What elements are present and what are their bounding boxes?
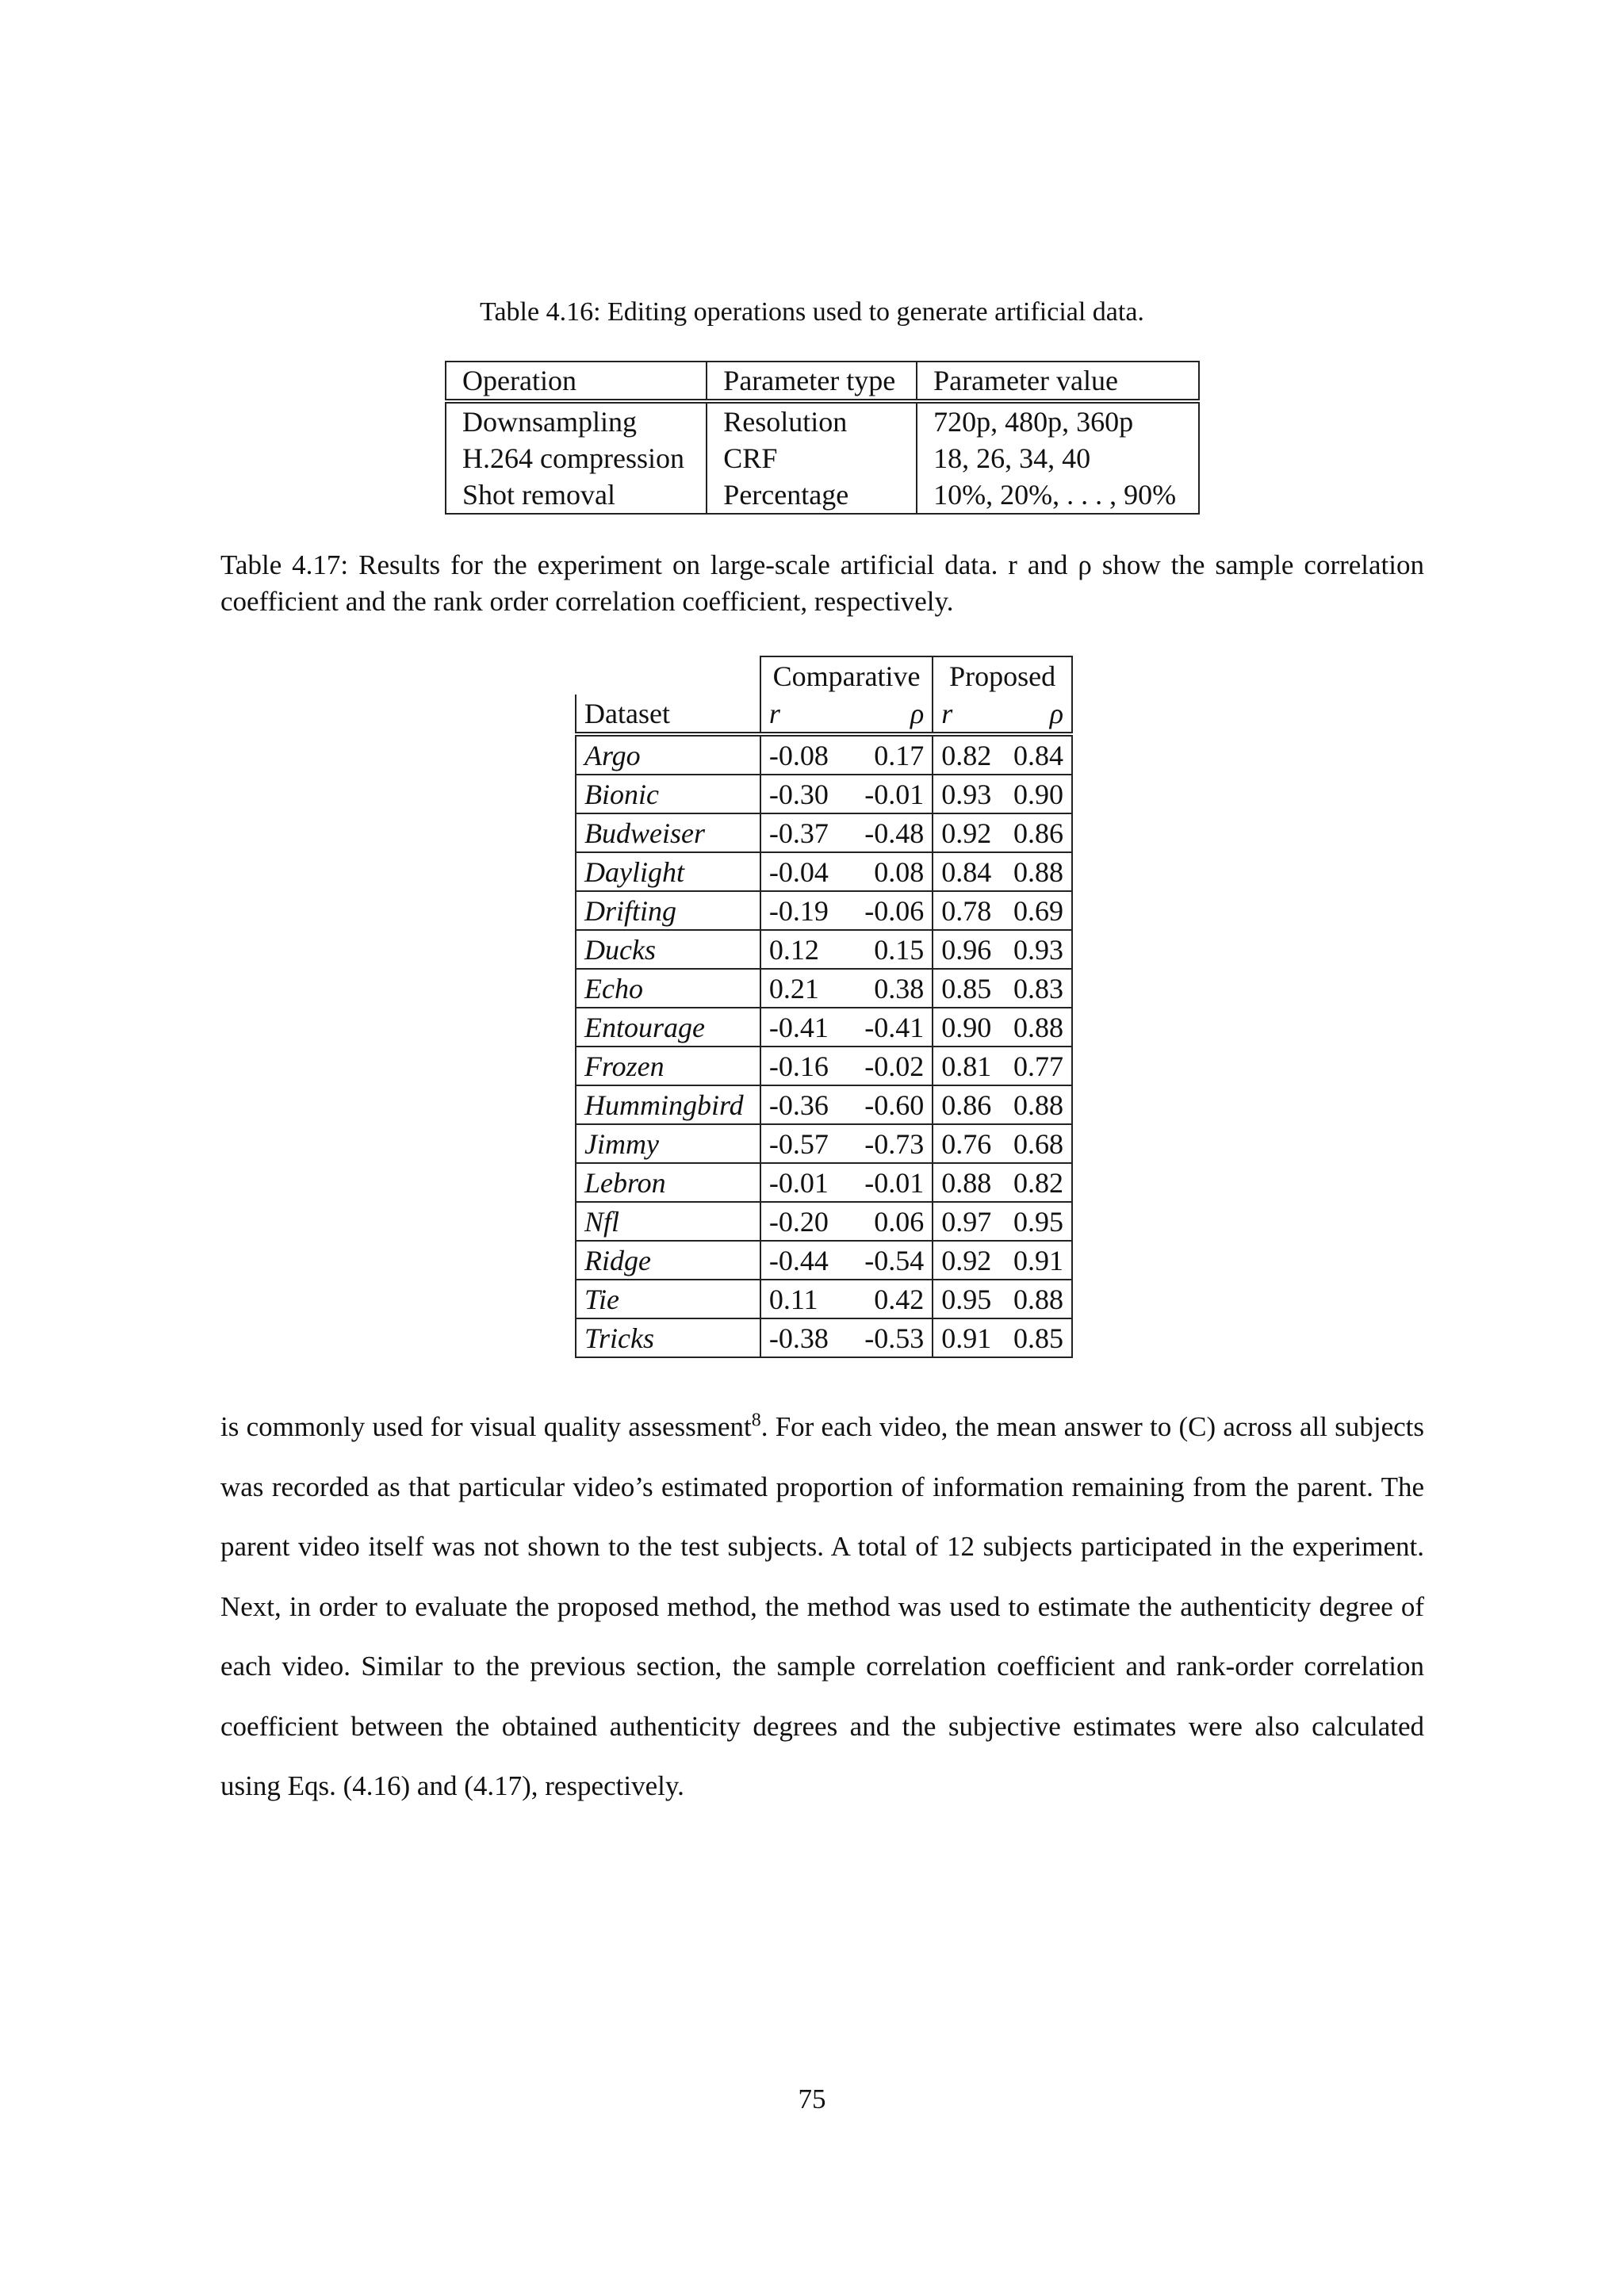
table-header-row [446, 362, 1199, 401]
table-row [576, 775, 1072, 813]
dataset-cell: Daylight [576, 852, 760, 891]
proposed-r-cell: 0.90 [933, 1008, 1002, 1047]
proposed-rho-cell: 0.88 [1002, 1008, 1072, 1047]
table-417-body [576, 734, 1072, 1357]
comparative-rho-cell: 0.06 [847, 1202, 933, 1241]
comparative-r-cell: -0.41 [760, 1008, 847, 1047]
table-row [576, 930, 1072, 969]
proposed-r-cell: 0.96 [933, 930, 1002, 969]
dataset-cell: Drifting [576, 891, 760, 930]
table-row [576, 891, 1072, 930]
comparative-r-cell: 0.21 [760, 969, 847, 1008]
proposed-r-cell: 0.93 [933, 775, 1002, 813]
footnote-mark: 8 [751, 1410, 761, 1431]
header-spacer [576, 656, 760, 695]
proposed-r-cell: 0.92 [933, 1241, 1002, 1280]
proposed-rho-cell: 0.69 [1002, 891, 1072, 930]
table-row [576, 1280, 1072, 1318]
dataset-header: Dataset [576, 695, 760, 734]
table-row [576, 969, 1072, 1008]
table-cell: CRF [707, 440, 917, 476]
table-row [446, 440, 1199, 476]
proposed-rho-cell: 0.68 [1002, 1124, 1072, 1163]
proposed-r-cell: 0.88 [933, 1163, 1002, 1202]
header-cell: Parameter type [707, 362, 917, 401]
table-417-caption: Table 4.17: Results for the experiment on large-scale artificial data. r and ρ show the sample correlation coefficient and the rank order correlation coefficient, respectively. [220, 549, 1424, 617]
proposed-r-cell: 0.76 [933, 1124, 1002, 1163]
proposed-r-cell: 0.91 [933, 1318, 1002, 1357]
dataset-cell: Ducks [576, 930, 760, 969]
table-row [576, 1163, 1072, 1202]
header-cell: Operation [446, 362, 707, 401]
comparative-r-cell: -0.38 [760, 1318, 847, 1357]
dataset-cell: Bionic [576, 775, 760, 813]
table-subheader-row [576, 695, 1072, 734]
table-row [576, 1047, 1072, 1085]
proposed-rho-cell: 0.95 [1002, 1202, 1072, 1241]
text-span: . For each video, the mean answer to (C) across all subjects was recorded as that particular video’s estimated proportion of information remaining from the parent. The parent video itself was not shown to the test subjects. A total of 12 subjects participated in the experiment. Next, in order to evaluate the proposed method, the method was used to estimate the authenticity degree of each video. Similar to the previous section, the sample correlation coefficient and rank-order correlation coefficient between the obtained authenticity degrees and the subjective estimates were also calculated using Eqs. (4.16) and (4.17), respectively. [220, 1411, 1424, 1801]
table-row [576, 1241, 1072, 1280]
comparative-rho-cell: -0.60 [847, 1085, 933, 1124]
text-span: is commonly used for visual quality assessment [220, 1411, 752, 1442]
proposed-rho-cell: 0.84 [1002, 734, 1072, 775]
dataset-cell: Nfl [576, 1202, 760, 1241]
comparative-r-cell: -0.20 [760, 1202, 847, 1241]
proposed-r-cell: 0.95 [933, 1280, 1002, 1318]
dataset-cell: Tricks [576, 1318, 760, 1357]
table-cell: 720p, 480p, 360p [917, 401, 1199, 440]
table-row [446, 401, 1199, 440]
proposed-rho-cell: 0.88 [1002, 1280, 1072, 1318]
subheader-r: r [933, 695, 1002, 734]
comparative-r-cell: -0.36 [760, 1085, 847, 1124]
table-row [446, 476, 1199, 514]
comparative-r-cell: -0.01 [760, 1163, 847, 1202]
comparative-rho-cell: -0.01 [847, 775, 933, 813]
proposed-r-cell: 0.86 [933, 1085, 1002, 1124]
comparative-r-cell: -0.04 [760, 852, 847, 891]
comparative-rho-cell: -0.02 [847, 1047, 933, 1085]
page-number: 75 [798, 2084, 826, 2114]
comparative-r-cell: -0.16 [760, 1047, 847, 1085]
table-cell: Resolution [707, 401, 917, 440]
comparative-rho-cell: 0.42 [847, 1280, 933, 1318]
table-row [576, 1124, 1072, 1163]
body-paragraph [220, 1397, 1424, 1816]
subheader-r: r [760, 695, 847, 734]
proposed-r-cell: 0.84 [933, 852, 1002, 891]
table-row [576, 734, 1072, 775]
table-row [576, 1202, 1072, 1241]
proposed-rho-cell: 0.93 [1002, 930, 1072, 969]
table-row [576, 1318, 1072, 1357]
table-cell: Shot removal [446, 476, 707, 514]
proposed-rho-cell: 0.86 [1002, 813, 1072, 852]
paragraph-text [220, 1397, 1424, 1816]
dataset-cell: Budweiser [576, 813, 760, 852]
dataset-cell: Jimmy [576, 1124, 760, 1163]
proposed-rho-cell: 0.83 [1002, 969, 1072, 1008]
group-header-proposed: Proposed [933, 656, 1072, 695]
comparative-rho-cell: -0.48 [847, 813, 933, 852]
comparative-r-cell: -0.30 [760, 775, 847, 813]
table-cell: Downsampling [446, 401, 707, 440]
table-row [576, 813, 1072, 852]
header-cell: Parameter value [917, 362, 1199, 401]
dataset-cell: Echo [576, 969, 760, 1008]
comparative-r-cell: 0.12 [760, 930, 847, 969]
comparative-r-cell: -0.19 [760, 891, 847, 930]
comparative-rho-cell: -0.54 [847, 1241, 933, 1280]
comparative-rho-cell: -0.06 [847, 891, 933, 930]
proposed-r-cell: 0.78 [933, 891, 1002, 930]
comparative-r-cell: -0.37 [760, 813, 847, 852]
comparative-r-cell: -0.08 [760, 734, 847, 775]
group-header-comparative: Comparative [760, 656, 933, 695]
proposed-rho-cell: 0.88 [1002, 852, 1072, 891]
table-416 [445, 361, 1200, 515]
comparative-rho-cell: -0.41 [847, 1008, 933, 1047]
comparative-rho-cell: 0.17 [847, 734, 933, 775]
proposed-rho-cell: 0.91 [1002, 1241, 1072, 1280]
dataset-cell: Hummingbird [576, 1085, 760, 1124]
comparative-rho-cell: 0.38 [847, 969, 933, 1008]
dataset-cell: Frozen [576, 1047, 760, 1085]
table-group-header-row [576, 656, 1072, 695]
table-cell: 10%, 20%, . . . , 90% [917, 476, 1199, 514]
dataset-cell: Ridge [576, 1241, 760, 1280]
proposed-rho-cell: 0.85 [1002, 1318, 1072, 1357]
comparative-rho-cell: -0.01 [847, 1163, 933, 1202]
table-row [576, 1085, 1072, 1124]
dataset-cell: Tie [576, 1280, 760, 1318]
comparative-r-cell: -0.57 [760, 1124, 847, 1163]
table-417 [575, 656, 1073, 1358]
dataset-cell: Lebron [576, 1163, 760, 1202]
proposed-r-cell: 0.81 [933, 1047, 1002, 1085]
comparative-r-cell: -0.44 [760, 1241, 847, 1280]
comparative-rho-cell: 0.08 [847, 852, 933, 891]
table-cell: 18, 26, 34, 40 [917, 440, 1199, 476]
proposed-r-cell: 0.82 [933, 734, 1002, 775]
subheader-rho: ρ [847, 695, 933, 734]
dataset-cell: Entourage [576, 1008, 760, 1047]
comparative-rho-cell: -0.73 [847, 1124, 933, 1163]
table-416-caption: Table 4.16: Editing operations used to generate artificial data. [480, 297, 1144, 327]
comparative-rho-cell: 0.15 [847, 930, 933, 969]
dataset-cell: Argo [576, 734, 760, 775]
proposed-rho-cell: 0.88 [1002, 1085, 1072, 1124]
comparative-r-cell: 0.11 [760, 1280, 847, 1318]
proposed-r-cell: 0.92 [933, 813, 1002, 852]
table-row [576, 1008, 1072, 1047]
subheader-rho: ρ [1002, 695, 1072, 734]
proposed-rho-cell: 0.77 [1002, 1047, 1072, 1085]
proposed-r-cell: 0.85 [933, 969, 1002, 1008]
proposed-rho-cell: 0.82 [1002, 1163, 1072, 1202]
proposed-rho-cell: 0.90 [1002, 775, 1072, 813]
table-cell: H.264 compression [446, 440, 707, 476]
table-row [576, 852, 1072, 891]
table-cell: Percentage [707, 476, 917, 514]
proposed-r-cell: 0.97 [933, 1202, 1002, 1241]
comparative-rho-cell: -0.53 [847, 1318, 933, 1357]
